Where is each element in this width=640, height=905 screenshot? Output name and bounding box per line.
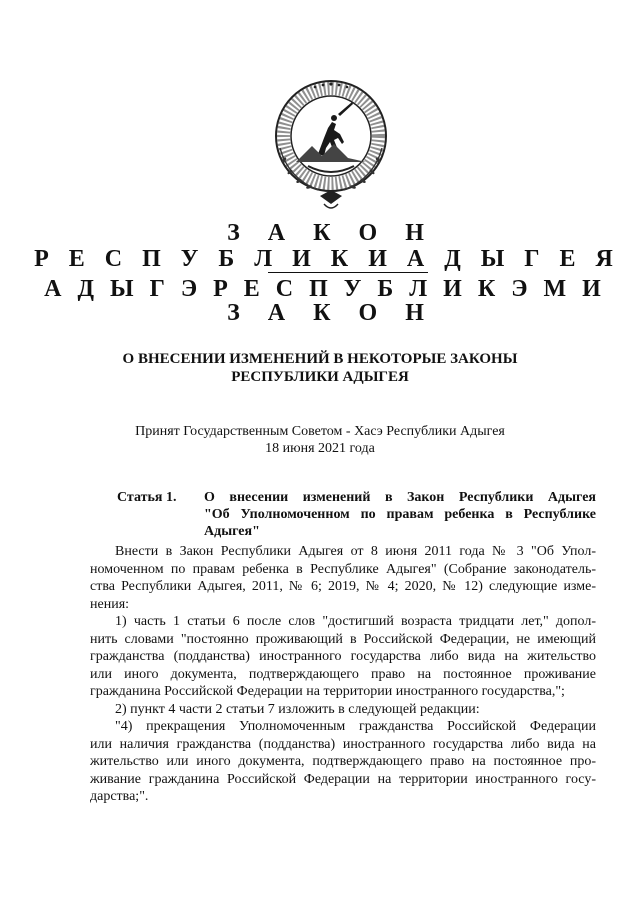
article-title-line: О внесении изменений в Закон Республики Адыгея: [204, 490, 596, 505]
article-title-line: "Об Уполномоченном по правам ребенка в Республике: [204, 507, 596, 522]
adoption-statement: Принят Государственным Советом - Хасэ Республики Адыгея: [135, 424, 505, 439]
law-subject-line-2: РЕСПУБЛИКИ АДЫГЕЯ: [231, 369, 409, 385]
article-label: Статья 1.: [117, 490, 177, 505]
body-text-line: Внести в Закон Республики Адыгея от 8 июня 2011 года № 3 "Об Упол-: [115, 544, 596, 559]
adoption-date: 18 июня 2021 года: [265, 441, 375, 456]
article-title: [204, 489, 596, 540]
law-title-line-1: З А К О Н: [227, 220, 435, 246]
article-title-line: Адыгея": [204, 524, 260, 539]
body-text-line: "4) прекращения Уполномоченным гражданства Российской Федерации: [115, 719, 596, 734]
body-text-line: или наличия гражданства (подданства) иностранного государства либо вида на: [90, 736, 596, 752]
title-divider: [268, 272, 428, 273]
coat-of-arms-emblem: [268, 78, 394, 214]
law-title-line-2: Р Е С П У Б Л И К И А Д Ы Г Е Я: [34, 246, 620, 272]
article-body: [90, 543, 596, 806]
body-text-line: дарства;".: [90, 789, 149, 804]
body-text-line: нить словами "постоянно проживающий в Российской Федерации, не имеющий: [90, 631, 596, 647]
law-title-line-3: А Д Ы Г Э Р Е С П У Б Л И К Э М И: [44, 276, 606, 302]
body-text-line: гражданства (подданства) иностранного государства либо вида на жительство: [90, 649, 596, 664]
body-text-line: гражданина Российской Федерации на территории иностранного государства,";: [90, 684, 565, 699]
body-text-line: или иного документа, подтверждающего право на постоянное проживание: [90, 666, 596, 682]
law-title-line-4: З А К О Н: [227, 300, 435, 326]
body-text-line: номоченном по правам ребенка в Республике Адыгея" (Собрание законодатель-: [90, 561, 596, 577]
law-subject-line-1: О ВНЕСЕНИИ ИЗМЕНЕНИЙ В НЕКОТОРЫЕ ЗАКОНЫ: [122, 351, 518, 367]
body-text-line: 2) пункт 4 части 2 статьи 7 изложить в следующей редакции:: [115, 701, 480, 717]
body-text-line: живание гражданина Российской Федерации на территории иностранного госу-: [90, 771, 596, 787]
body-text-line: жительство или иного документа, подтверждающего право на постоянное про-: [90, 754, 596, 769]
body-text-line: нения:: [90, 596, 130, 612]
body-text-line: 1) часть 1 статьи 6 после слов "достигший возраста тридцати лет," допол-: [115, 614, 596, 629]
body-text-line: ства Республики Адыгея, 2011, № 6; 2019, № 4; 2020, № 12) следующие изме-: [90, 579, 596, 594]
